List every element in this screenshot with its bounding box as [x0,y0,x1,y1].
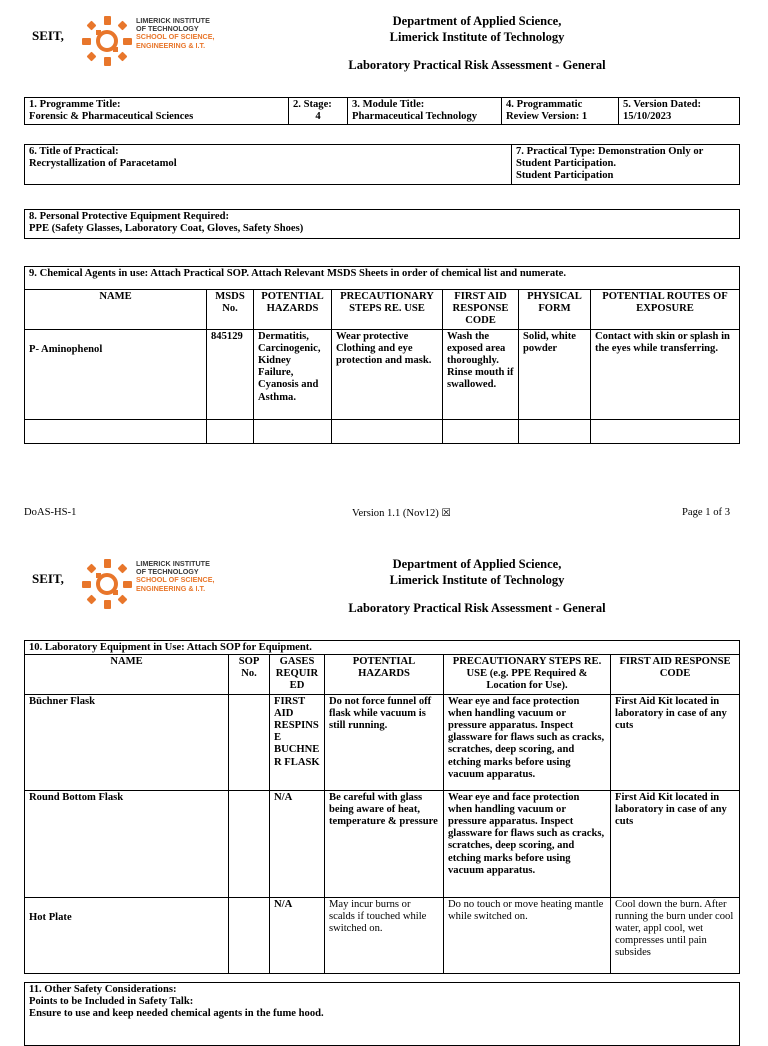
stage-value: 4 [315,111,321,123]
practical-type-cell [512,145,740,185]
empty-cell [332,419,443,443]
other-safety-line-2: Ensure to use and keep needed chemical agents in the fume hood. [29,1008,324,1020]
ppe-value: PPE (Safety Glasses, Laboratory Coat, Gloves, Safety Shoes) [29,223,304,235]
ppe-table [24,209,740,239]
logo-line-3: SCHOOL OF SCIENCE, [136,575,215,585]
eq-col-gases: GASES REQUIR ED [270,655,325,695]
footer-version: Version 1.1 (Nov12) ☒ [352,508,451,519]
practical-type-label-2: Student Participation. [516,158,617,170]
department-line-2: Limerick Institute of Technology [389,30,565,44]
equipment-row [25,897,740,973]
page-header [0,543,768,633]
practical-title-label: 6. Title of Practical: [29,146,119,157]
empty-cell [591,419,740,443]
footer-doc-code: DoAS-HS-1 [24,507,77,518]
logo-line-1: LIMERICK INSTITUTE [136,16,210,25]
equipment-precautions: Wear eye and face protection when handling vacuum or pressure apparatus. Inspect glassware for flaws such as cracks, scratches, deep scoring, and etching marks before using vacuum apparatus. [444,694,611,790]
practical-table [24,144,740,185]
department-line-1: Department of Applied Science, [392,14,562,28]
equipment-table [24,640,740,974]
version-dated-cell [619,98,740,125]
logo-line-1: LIMERICK INSTITUTE [136,559,210,568]
programme-title-label: 1. Programme Title: [29,99,121,110]
page-header [0,0,768,90]
seit-label: SEIT, [32,571,64,586]
equipment-name: Büchner Flask [25,694,229,790]
seit-label: SEIT, [32,28,64,43]
equipment-name: Round Bottom Flask [25,790,229,897]
stage-cell [289,98,348,125]
eq-col-first-aid: FIRST AID RESPONSE CODE [611,655,740,695]
other-safety-heading: 11. Other Safety Considerations: [29,984,177,995]
equipment-row [25,694,740,790]
eq-col-hazards: POTENTIAL HAZARDS [325,655,444,695]
col-routes: POTENTIAL ROUTES OF EXPOSURE [591,290,740,330]
chemical-form: Solid, white powder [519,329,591,419]
equipment-first-aid: First Aid Kit located in laboratory in case of any cuts [611,790,740,897]
module-title-label: 3. Module Title: [352,99,425,110]
equipment-hazards: Be careful with glass being aware of heat, temperature & pressure [325,790,444,897]
chemical-hazards: Dermatitis, Carcinogenic, Kidney Failure, Cyanosis and Asthma. [254,329,332,419]
equipment-row [25,790,740,897]
col-first-aid: FIRST AID RESPONSE CODE [443,290,519,330]
practical-type-value: Student Participation [516,170,614,182]
empty-cell [207,419,254,443]
logo-line-4: ENGINEERING & I.T. [136,583,206,593]
col-hazards: POTENTIAL HAZARDS [254,290,332,330]
lit-logo-text [136,560,215,593]
version-dated-label: 5. Version Dated: [623,99,701,110]
equipment-precautions: Do no touch or move heating mantle while switched on. [444,897,611,973]
other-safety-line-1: Points to be Included in Safety Talk: [29,996,194,1008]
eq-col-name: NAME [25,655,229,695]
empty-cell [443,419,519,443]
module-title-value: Pharmaceutical Technology [352,111,478,123]
lit-logo-text [136,17,215,50]
equipment-sop [229,790,270,897]
equipment-sop [229,694,270,790]
lit-logo-icon [80,557,134,611]
chemical-precautions: Wear protective Clothing and eye protection and mask. [332,329,443,419]
ppe-label: 8. Personal Protective Equipment Required: [29,211,229,222]
footer-page-number: Page 1 of 3 [682,507,730,518]
equipment-gases: FIRST AID RESPINS E BUCHNE R FLASK [270,694,325,790]
programme-title-cell [25,98,289,125]
chemicals-heading: 9. Chemical Agents in use: Attach Practical SOP. Attach Relevant MSDS Sheets in order of chemical list and numerate. [25,267,740,290]
logo-line-2: OF TECHNOLOGY [136,24,199,34]
eq-col-sop: SOP No. [229,655,270,695]
logo-line-3: SCHOOL OF SCIENCE, [136,32,215,42]
equipment-first-aid: First Aid Kit located in laboratory in case of any cuts [611,694,740,790]
equipment-sop [229,897,270,973]
assessment-title: Laboratory Practical Risk Assessment - General [348,601,606,615]
module-title-cell [348,98,502,125]
empty-cell [254,419,332,443]
equipment-hazards: May incur burns or scalds if touched while switched on. [325,897,444,973]
empty-cell [25,419,207,443]
chemical-msds: 845129 [207,329,254,419]
empty-cell [519,419,591,443]
equipment-gases: N/A [270,897,325,973]
chemical-row-empty [25,419,740,443]
practical-title-cell [25,145,512,185]
col-precautions: PRECAUTIONARY STEPS RE. USE [332,290,443,330]
chemical-routes: Contact with skin or splash in the eyes while transferring. [591,329,740,419]
col-physical-form: PHYSICAL FORM [519,290,591,330]
programme-title-value: Forensic & Pharmaceutical Sciences [29,111,194,123]
page-2 [0,543,768,1020]
department-title [300,556,654,588]
lit-logo [80,557,216,613]
ppe-cell [25,210,740,239]
page-1 [0,0,768,519]
programme-table [24,97,740,125]
col-msds: MSDS No. [207,290,254,330]
assessment-title: Laboratory Practical Risk Assessment - General [348,58,606,72]
chemical-first-aid: Wash the exposed area thoroughly. Rinse mouth if swallowed. [443,329,519,419]
chemical-name: P- Aminophenol [25,329,207,419]
lit-logo-icon [80,14,134,68]
department-title [300,13,654,45]
logo-line-2: OF TECHNOLOGY [136,567,199,577]
review-version-cell [502,98,619,125]
department-line-2: Limerick Institute of Technology [389,573,565,587]
chemicals-table [24,266,740,444]
equipment-precautions: Wear eye and face protection when handling vacuum or pressure apparatus. Inspect glassware for flaws such as cracks, scratches, deep scoring, and etching marks before using vacuum apparatus. [444,790,611,897]
col-name: NAME [25,290,207,330]
other-safety-table [24,982,740,1046]
review-version-label: 4. Programmatic [506,99,583,110]
equipment-hazards: Do not force funnel off flask while vacuum is still running. [325,694,444,790]
lit-logo [80,14,216,70]
equipment-first-aid: Cool down the burn. After running the burn under cool water, appl cool, wet compresses until pain subsides [611,897,740,973]
version-dated-value: 15/10/2023 [623,111,672,123]
equipment-heading: 10. Laboratory Equipment in Use: Attach SOP for Equipment. [25,641,740,655]
chemical-row [25,329,740,419]
logo-line-4: ENGINEERING & I.T. [136,40,206,50]
review-version-value: Review Version: 1 [506,111,588,123]
equipment-gases: N/A [270,790,325,897]
department-line-1: Department of Applied Science, [392,557,562,571]
eq-col-precautions: PRECAUTIONARY STEPS RE. USE (e.g. PPE Required & Location for Use). [444,655,611,695]
practical-type-label-1: 7. Practical Type: Demonstration Only or [516,146,704,157]
equipment-name: Hot Plate [25,897,229,973]
other-safety-cell [25,983,740,1046]
stage-label: 2. Stage: [293,99,332,110]
practical-title-value: Recrystallization of Paracetamol [29,158,177,170]
